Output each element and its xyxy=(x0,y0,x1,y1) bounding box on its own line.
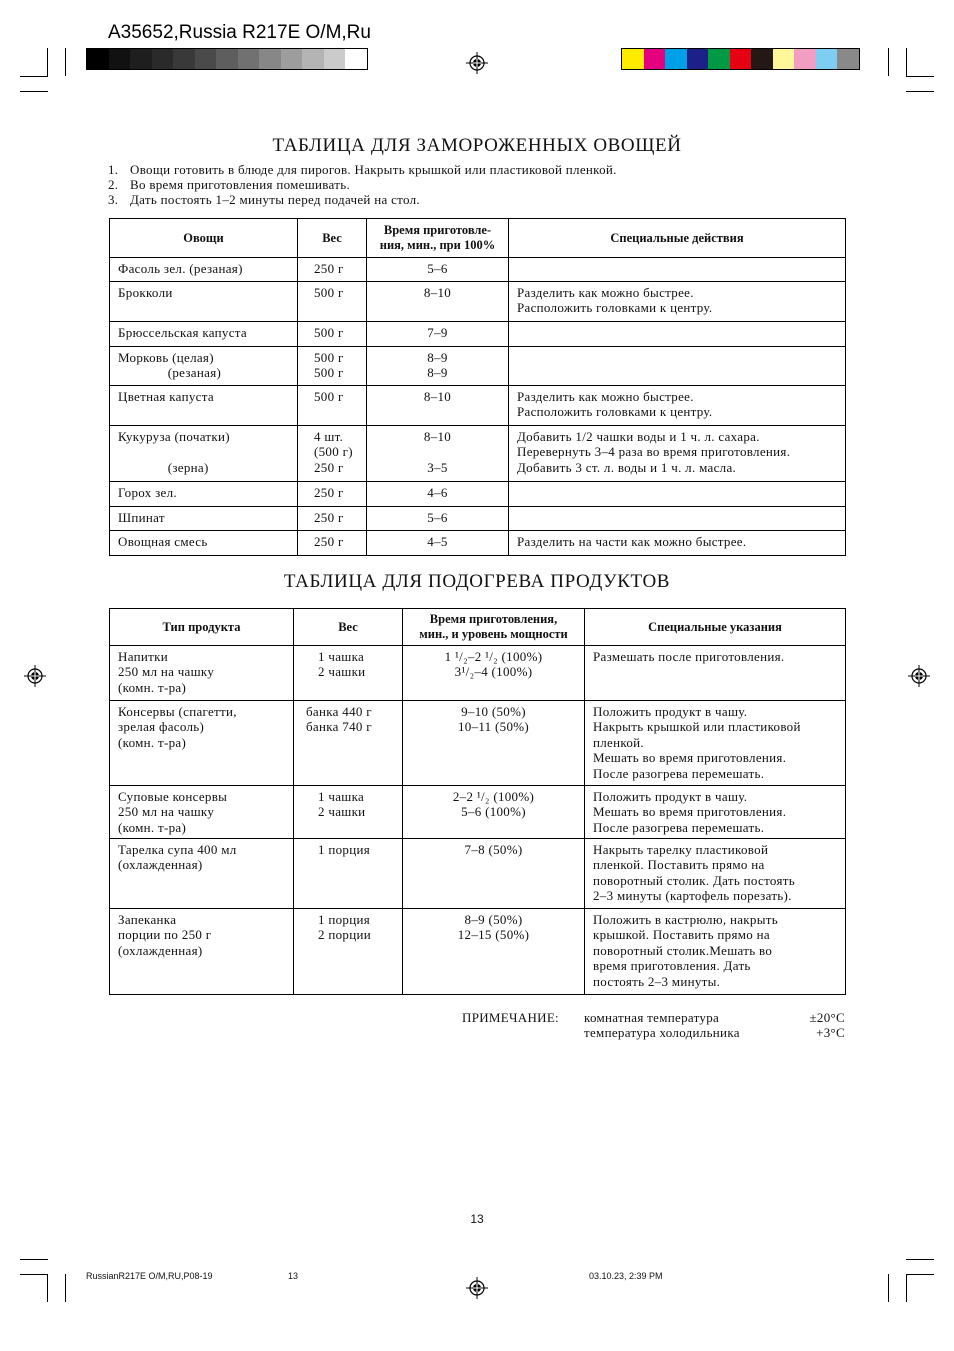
product-type-cell: Тарелка супа 400 мл (охлажденная) xyxy=(110,839,294,909)
weight-cell: банка 440 г банка 740 г xyxy=(294,701,403,786)
reheating-products-title: ТАБЛИЦА ДЛЯ ПОДОГРЕВА ПРОДУКТОВ xyxy=(283,571,671,592)
instructions-cell: Положить продукт в чашу. Накрыть крышкой или пластиковой пленкой. Мешать во время приготовления. После разогрева перемешать. xyxy=(585,701,846,786)
color-swatch xyxy=(238,49,260,69)
time-cell: 8–10 xyxy=(367,282,509,322)
table-row xyxy=(110,347,846,386)
table-row xyxy=(110,839,846,909)
color-swatch xyxy=(622,49,644,69)
column-header: Овощи xyxy=(110,219,298,258)
color-swatch xyxy=(152,49,174,69)
table-row xyxy=(110,701,846,786)
instructions-cell: Накрыть тарелку пластиковой пленкой. Поставить прямо на поворотный столик. Дать постоять 2–3 минуты (картофель порезать). xyxy=(585,839,846,909)
vegetable-cell: Овощная смесь xyxy=(110,531,298,556)
color-swatch xyxy=(665,49,687,69)
temperature-note-label: ПРИМЕЧАНИЕ: xyxy=(462,1010,559,1025)
cooking-instructions-list xyxy=(108,162,617,207)
color-swatch xyxy=(794,49,816,69)
color-calibration-bar xyxy=(621,48,860,70)
action-cell: Разделить как можно быстрее. Расположить головками к центру. xyxy=(509,386,846,426)
color-swatch xyxy=(195,49,217,69)
action-cell xyxy=(509,258,846,282)
product-type-cell: Суповые консервы 250 мл на чашку (комн. т-ра) xyxy=(110,786,294,839)
registration-mark-icon xyxy=(466,52,488,74)
time-power-cell: 7–8 (50%) xyxy=(403,839,585,909)
time-cell: 5–6 xyxy=(367,258,509,282)
color-swatch xyxy=(259,49,281,69)
page-number: 13 xyxy=(470,1212,484,1226)
vegetable-cell: Горох зел. xyxy=(110,482,298,507)
weight-cell: 250 г xyxy=(298,258,367,282)
color-swatch xyxy=(708,49,730,69)
table-row xyxy=(110,531,846,556)
time-power-cell: 8–9 (50%) 12–15 (50%) xyxy=(403,909,585,995)
color-swatch xyxy=(837,49,859,69)
weight-cell: 4 шт. (500 г) 250 г xyxy=(298,426,367,482)
weight-cell: 500 г xyxy=(298,322,367,347)
temperature-note-room-text: комнатная температура xyxy=(584,1010,720,1025)
column-header: Вес xyxy=(294,609,403,646)
color-swatch xyxy=(216,49,238,69)
weight-cell: 250 г xyxy=(298,507,367,531)
weight-cell: 500 г 500 г xyxy=(298,347,367,386)
temperature-note-fridge-text: температура холодильника xyxy=(584,1025,740,1040)
color-swatch xyxy=(751,49,773,69)
vegetable-cell: Шпинат xyxy=(110,507,298,531)
document-header-title: A35652,Russia R217E O/M,Ru xyxy=(108,22,371,43)
product-type-cell: Запеканка порции по 250 г (охлажденная) xyxy=(110,909,294,995)
table-row xyxy=(110,426,846,482)
time-cell: 5–6 xyxy=(367,507,509,531)
color-swatch xyxy=(87,49,109,69)
action-cell: Разделить на части как можно быстрее. xyxy=(509,531,846,556)
frozen-vegetables-title: ТАБЛИЦА ДЛЯ ЗАМОРОЖЕННЫХ ОВОЩЕЙ xyxy=(272,135,682,156)
time-cell: 8–10 3–5 xyxy=(367,426,509,482)
color-swatch xyxy=(173,49,195,69)
time-power-cell: 1 ¹/₂–2 ¹/₂ (100%) 3¹/₂–4 (100%) xyxy=(403,646,585,701)
table-row xyxy=(110,322,846,347)
weight-cell: 250 г xyxy=(298,482,367,507)
table-row xyxy=(110,482,846,507)
color-swatch xyxy=(302,49,324,69)
instructions-cell: Положить в кастрюлю, накрыть крышкой. Поставить прямо на поворотный столик.Мешать во время приготовления. Дать постоять 2–3 минуты. xyxy=(585,909,846,995)
vegetable-cell: Кукуруза (початки) (зерна) xyxy=(110,426,298,482)
table-row xyxy=(110,909,846,995)
column-header: Время приготовления, мин., и уровень мощности xyxy=(403,609,585,646)
grayscale-calibration-bar xyxy=(86,48,368,70)
column-header: Тип продукта xyxy=(110,609,294,646)
frozen-vegetables-table xyxy=(109,218,846,556)
vegetable-cell: Брокколи xyxy=(110,282,298,322)
weight-cell: 1 порция xyxy=(294,839,403,909)
color-swatch xyxy=(109,49,131,69)
registration-mark-icon xyxy=(908,665,930,687)
color-swatch xyxy=(687,49,709,69)
color-swatch xyxy=(644,49,666,69)
time-power-cell: 2–2 ¹/₂ (100%) 5–6 (100%) xyxy=(403,786,585,839)
footer-date: 03.10.23, 2:39 PM xyxy=(589,1271,663,1281)
time-cell: 8–10 xyxy=(367,386,509,426)
instruction-item: 1. Овощи готовить в блюде для пирогов. Накрыть крышкой или пластиковой пленкой. xyxy=(108,162,617,177)
reheating-products-table xyxy=(109,608,846,995)
action-cell xyxy=(509,347,846,386)
weight-cell: 1 чашка 2 чашки xyxy=(294,786,403,839)
color-swatch xyxy=(324,49,346,69)
footer-file-name: RussianR217E O/M,RU,P08-19 xyxy=(86,1271,213,1281)
table-row xyxy=(110,282,846,322)
column-header: Специальные указания xyxy=(585,609,846,646)
vegetable-cell: Морковь (целая) (резаная) xyxy=(110,347,298,386)
color-swatch xyxy=(130,49,152,69)
time-cell: 4–5 xyxy=(367,531,509,556)
table-row xyxy=(110,786,846,839)
action-cell xyxy=(509,322,846,347)
color-swatch xyxy=(730,49,752,69)
time-power-cell: 9–10 (50%) 10–11 (50%) xyxy=(403,701,585,786)
table-row xyxy=(110,507,846,531)
weight-cell: 500 г xyxy=(298,282,367,322)
vegetable-cell: Фасоль зел. (резаная) xyxy=(110,258,298,282)
temperature-note-fridge-value: +3°С xyxy=(816,1025,845,1040)
color-swatch xyxy=(345,49,367,69)
product-type-cell: Консервы (спагетти, зрелая фасоль) (комн. т-ра) xyxy=(110,701,294,786)
registration-mark-icon xyxy=(466,1277,488,1299)
action-cell: Разделить как можно быстрее. Расположить головками к центру. xyxy=(509,282,846,322)
column-header: Время приготовле- ния, мин., при 100% xyxy=(367,219,509,258)
table-row xyxy=(110,258,846,282)
registration-mark-icon xyxy=(24,665,46,687)
instruction-item: 3. Дать постоять 1–2 минуты перед подачей на стол. xyxy=(108,192,420,207)
weight-cell: 500 г xyxy=(298,386,367,426)
column-header: Вес xyxy=(298,219,367,258)
time-cell: 8–9 8–9 xyxy=(367,347,509,386)
instructions-cell: Положить продукт в чашу. Мешать во время приготовления. После разогрева перемешать. xyxy=(585,786,846,839)
table-row xyxy=(110,646,846,701)
vegetable-cell: Цветная капуста xyxy=(110,386,298,426)
temperature-note-room-value: ±20°С xyxy=(809,1010,845,1025)
weight-cell: 250 г xyxy=(298,531,367,556)
color-swatch xyxy=(773,49,795,69)
weight-cell: 1 чашка 2 чашки xyxy=(294,646,403,701)
color-swatch xyxy=(816,49,838,69)
action-cell xyxy=(509,507,846,531)
color-swatch xyxy=(281,49,303,69)
time-cell: 4–6 xyxy=(367,482,509,507)
table-row xyxy=(110,386,846,426)
action-cell: Добавить 1/2 чашки воды и 1 ч. л. сахара. Перевернуть 3–4 раза во время приготовления. Добавить 3 ст. л. воды и 1 ч. л. масла. xyxy=(509,426,846,482)
instructions-cell: Размешать после приготовления. xyxy=(585,646,846,701)
product-type-cell: Напитки 250 мл на чашку (комн. т-ра) xyxy=(110,646,294,701)
action-cell xyxy=(509,482,846,507)
footer-page: 13 xyxy=(288,1271,299,1281)
weight-cell: 1 порция 2 порции xyxy=(294,909,403,995)
vegetable-cell: Брюссельская капуста xyxy=(110,322,298,347)
column-header: Специальные действия xyxy=(509,219,846,258)
time-cell: 7–9 xyxy=(367,322,509,347)
instruction-item: 2. Во время приготовления помешивать. xyxy=(108,177,351,192)
